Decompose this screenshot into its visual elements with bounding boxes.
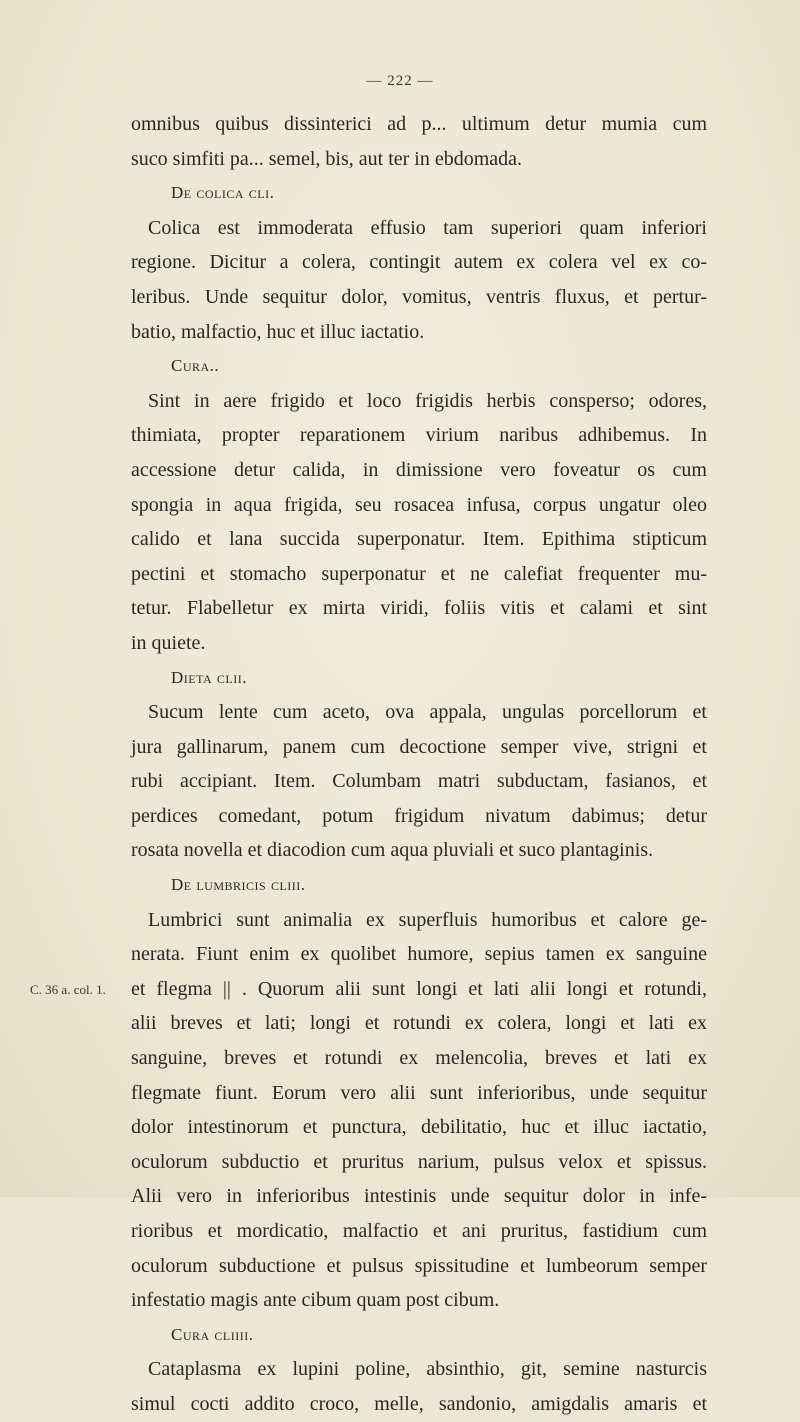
text-line: oculorum subductione et pulsus spissitudine et lumbeorum semper	[131, 1254, 707, 1277]
section-heading: Cura cliiii.	[171, 1324, 254, 1344]
text-line: in quiete.	[131, 631, 206, 654]
section-heading: Cura..	[171, 356, 220, 376]
section-heading: De lumbricis cliii.	[171, 875, 306, 895]
text-line: perdices comedant, potum frigidum nivatum dabimus; detur	[131, 804, 707, 827]
text-line: rubi accipiant. Item. Columbam matri subductam, fasianos, et	[131, 770, 707, 793]
text-line: pectini et stomacho superponatur et ne calefiat frequenter mu-	[131, 562, 707, 585]
text-line: rioribus et mordicatio, malfactio et ani pruritus, fastidium cum	[131, 1220, 707, 1242]
text-line: Alii vero in inferioribus intestinis unde sequitur dolor in infe-	[131, 1185, 707, 1208]
text-line: Sint in aere frigido et loco frigidis herbis consperso; odores,	[148, 389, 707, 412]
text-line: sanguine, breves et rotundi ex melencolia, breves et lati ex	[131, 1047, 707, 1070]
body-text	[131, 107, 707, 1422]
text-line: tetur. Flabelletur ex mirta viridi, foliis vitis et calami et sint	[131, 597, 707, 620]
text-line: Cataplasma ex lupini poline, absinthio, git, semine nasturcis	[148, 1358, 707, 1381]
text-line: thimiata, propter reparationem virium naribus adhibemus. In	[131, 424, 707, 447]
text-line: simul cocti addito croco, melle, sandonio, amigdalis amaris et	[131, 1392, 707, 1415]
text-line: oculorum subductio et pruritus narium, pulsus velox et spissus.	[131, 1150, 707, 1173]
margin-note: C. 36 a. col. 1.	[30, 981, 106, 997]
text-line: rosata novella et diacodion cum aqua pluviali et suco plantaginis.	[131, 839, 654, 862]
text-line: jura gallinarum, panem cum decoctione semper vive, strigni et	[131, 735, 707, 758]
text-line: calido et lana succida superponatur. Item. Epithima stipticum	[131, 528, 707, 551]
section-heading: Dieta clii.	[171, 667, 247, 687]
text-line: batio, malfactio, huc et illuc iactatio.	[131, 320, 425, 343]
text-line: Lumbrici sunt animalia ex superfluis humoribus et calore ge-	[148, 908, 707, 931]
section-heading: De colica cli.	[171, 183, 275, 203]
text-line: regione. Dicitur a colera, contingit autem ex colera vel ex co-	[131, 251, 707, 274]
text-line: accessione detur calida, in dimissione vero foveatur os cum	[131, 458, 707, 481]
text-line: suco simfiti pa... semel, bis, aut ter in ebdomada.	[131, 147, 523, 170]
text-line: et flegma || . Quorum alii sunt longi et lati alii longi et rotundi,	[131, 977, 707, 1000]
page-number: — 222 —	[366, 73, 434, 89]
text-line: flegmate fiunt. Eorum vero alii sunt inferioribus, unde sequitur	[131, 1081, 707, 1104]
text-line: Sucum lente cum aceto, ova appala, ungulas porcellorum et	[148, 701, 707, 724]
text-line: spongia in aqua frigida, seu rosacea infusa, corpus ungatur oleo	[131, 493, 707, 516]
text-line: Colica est immoderata effusio tam superiori quam inferiori	[148, 216, 707, 239]
text-line: leribus. Unde sequitur dolor, vomitus, ventris fluxus, et pertur-	[131, 285, 707, 308]
text-line: nerata. Fiunt enim ex quolibet humore, sepius tamen ex sanguine	[131, 943, 707, 966]
text-line: omnibus quibus dissinterici ad p... ultimum detur mumia cum	[131, 113, 707, 135]
text-line: infestatio magis ante cibum quam post cibum.	[131, 1289, 500, 1312]
text-line: alii breves et lati; longi et rotundi ex colera, longi et lati ex	[131, 1012, 707, 1035]
text-line: dolor intestinorum et punctura, debilitatio, huc et illuc iactatio,	[131, 1116, 707, 1139]
